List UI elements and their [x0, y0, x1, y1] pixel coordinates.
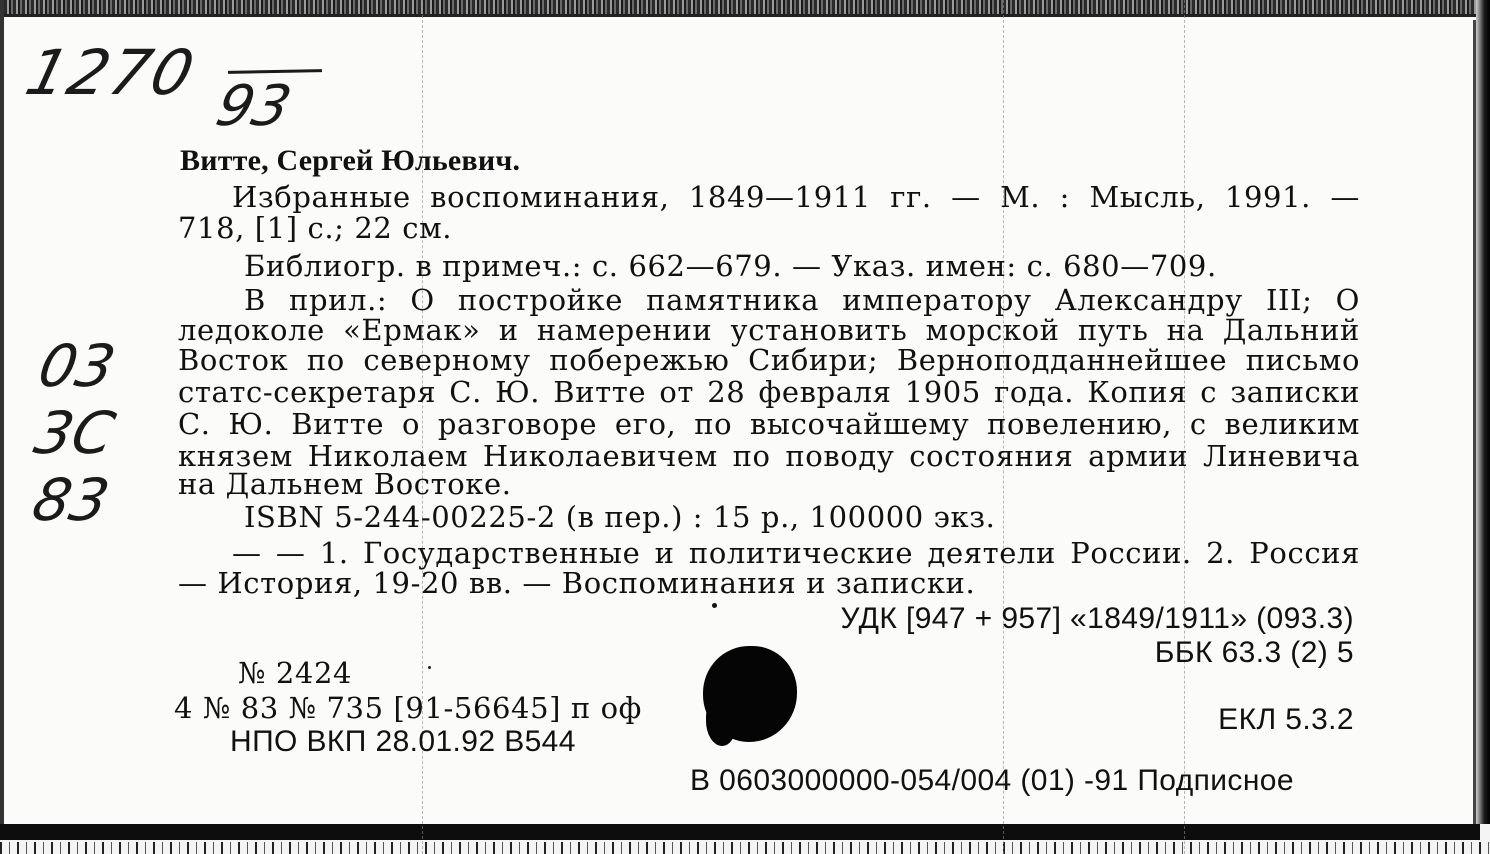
isbn-line: ISBN 5-244-00225-2 (в пер.) : 15 р., 100000 экз.: [244, 500, 996, 534]
handwritten-denominator: 93: [209, 74, 298, 139]
title-line: 718, [1] с.; 22 см.: [178, 211, 453, 245]
print-line: НПО ВКП 28.01.92 В544: [230, 725, 576, 758]
ekl-code: ЕКЛ 5.3.2: [1218, 703, 1354, 736]
appendix-line: князем Николаем Николаевичем по поводу состояния армии Линевича: [178, 439, 1360, 473]
handwritten-margin-note: 3C: [28, 399, 121, 467]
ink-dot: [428, 666, 431, 669]
handwritten-number: 1270: [18, 36, 203, 109]
scan-edge-right: [1476, 0, 1490, 854]
appendix-line: С. Ю. Витте о разговоре его, по высочайшему повелению, с великим: [178, 407, 1360, 441]
scan-edge-left: [0, 0, 4, 854]
handwritten-margin-note: 03: [32, 332, 122, 400]
subjects-line: — — 1. Государственные и политические деятели России. 2. Россия: [232, 536, 1360, 570]
appendix-line: на Дальнем Востоке.: [178, 467, 512, 501]
scan-edge-right-line: [1473, 20, 1476, 834]
udk-code: УДК [947 + 957] «1849/1911» (093.3): [840, 602, 1354, 635]
bbk-code: ББК 63.3 (2) 5: [1154, 636, 1354, 669]
appendix-line: В прил.: О постройке памятника императору Александру III; О: [244, 283, 1360, 317]
appendix-line: Восток по северному побережью Сибири; Верноподданнейшее письмо: [178, 343, 1360, 377]
card-number: № 2424: [238, 656, 353, 690]
scan-edge-top-line: [0, 14, 1490, 17]
print-line: 4 № 83 № 735 [91-56645] п оф: [174, 691, 642, 725]
ink-blot: [706, 700, 736, 746]
scan-edge-bottom-line: [0, 824, 1480, 840]
appendix-line: ледоколе «Ермак» и намерении установить морской путь на Дальний: [178, 313, 1360, 347]
code-line: В 0603000000-054/004 (01) -91 Подписное: [690, 764, 1294, 797]
scan-edge-bottom-ticks: [0, 842, 1490, 854]
author-heading: Витте, Сергей Юльевич.: [180, 144, 521, 177]
handwritten-margin-note: 83: [26, 466, 116, 534]
subjects-line: — История, 19-20 вв. — Воспоминания и записки.: [178, 566, 976, 600]
title-line: Избранные воспоминания, 1849—1911 гг. — М. : Мысль, 1991. —: [232, 180, 1360, 214]
bibliography-note: Библиогр. в примеч.: с. 662—679. — Указ. имен: с. 680—709.: [244, 249, 1217, 283]
appendix-line: статс-секретаря С. Ю. Витте от 28 февраля 1905 года. Копия с записки: [178, 375, 1360, 409]
scan-edge-top: [0, 0, 1490, 14]
